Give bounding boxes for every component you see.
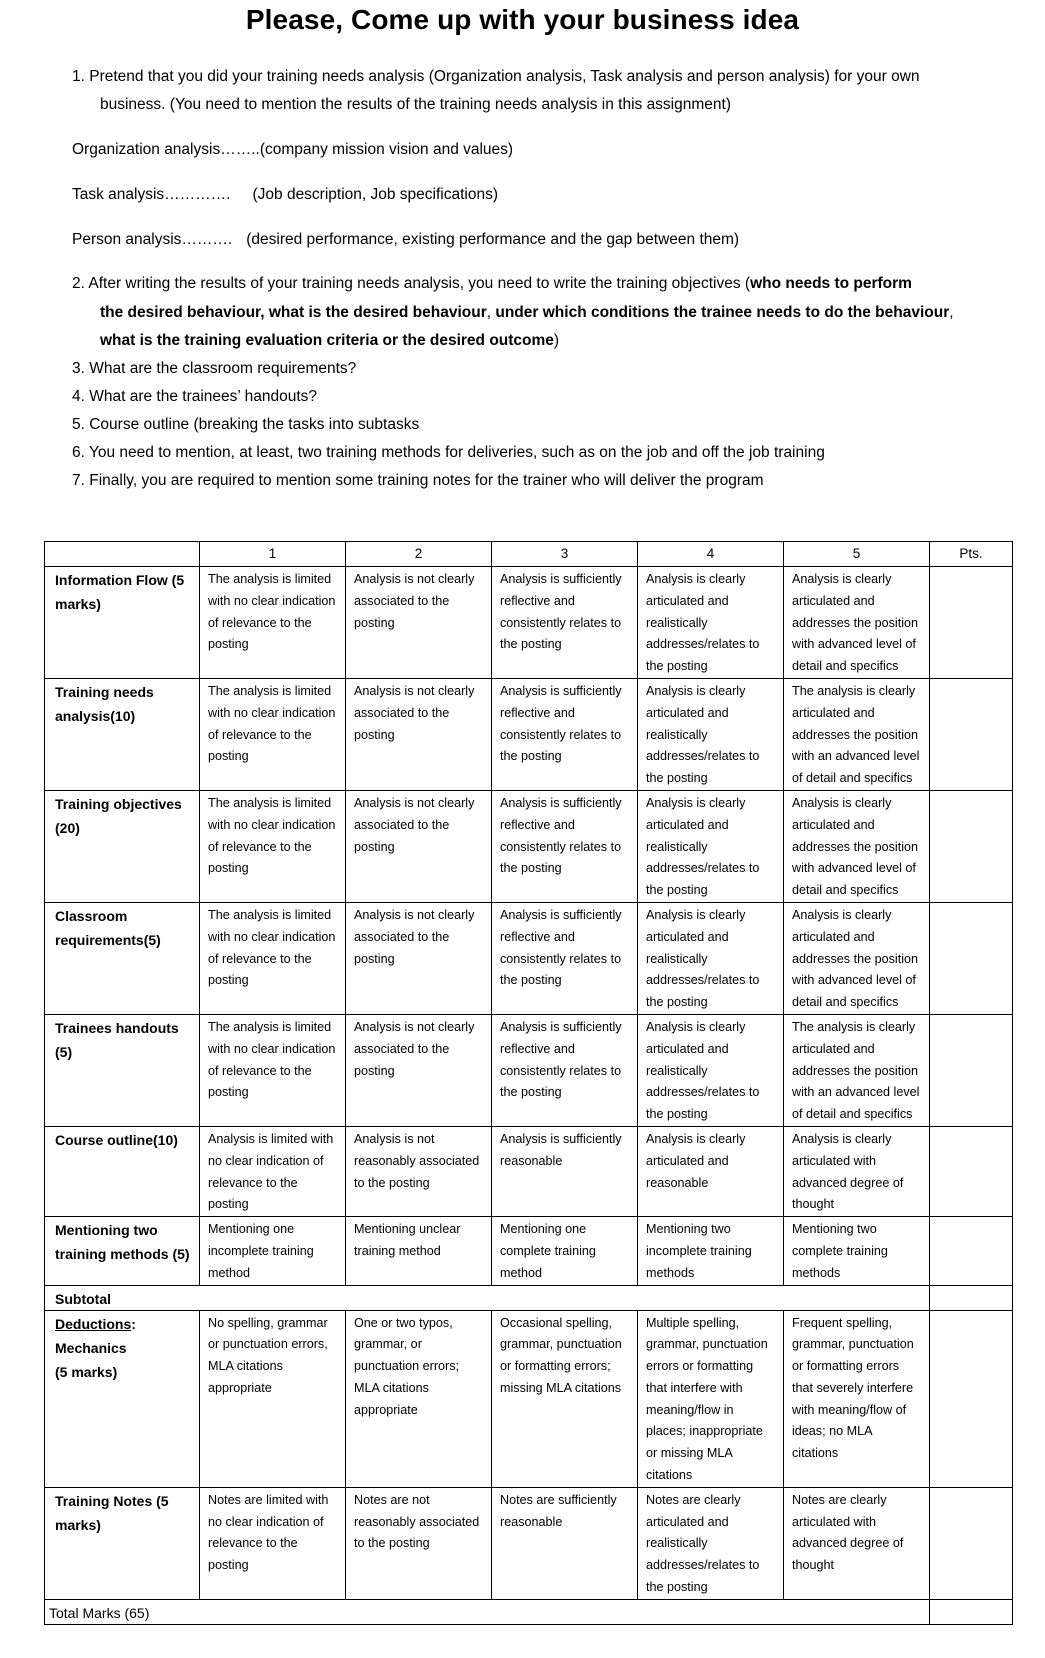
rubric-cell: The analysis is limited with no clear indication of relevance to the posting (200, 790, 346, 902)
instruction-item-2-line-3 (100, 332, 559, 350)
rubric-cell: Analysis is sufficiently reflective and consistently relates to the posting (492, 1014, 638, 1126)
rubric-cell: Notes are limited with no clear indication of relevance to the posting (200, 1487, 346, 1599)
criterion-label: Course outline(10) (45, 1126, 200, 1216)
header-score-1: 1 (200, 542, 346, 567)
rubric-cell: Analysis is clearly articulated and realistically addresses/relates to the posting (638, 567, 784, 679)
header-criterion (45, 542, 200, 567)
instruction-item-2-line-2 (100, 304, 954, 322)
instruction-item-3: 3. What are the classroom requirements? (72, 360, 357, 377)
deductions-label (45, 1310, 200, 1487)
points-cell[interactable] (930, 790, 1013, 902)
task-analysis-note: (Job description, Job specifications) (252, 186, 499, 203)
rubric-cell: Analysis is clearly articulated and realistically addresses/relates to the posting (638, 902, 784, 1014)
instruction-item-6: 6. You need to mention, at least, two training methods for deliveries, such as on the job and off the job training (72, 444, 825, 461)
criterion-label: Classroom requirements(5) (45, 902, 200, 1014)
deductions-heading: Deductions (55, 1315, 132, 1332)
criterion-label: Trainees handouts (5) (45, 1014, 200, 1126)
rubric-cell: Notes are clearly articulated with advanced degree of thought (784, 1487, 930, 1599)
page-title: Please, Come up with your business idea (245, 4, 800, 35)
instruction-item-1-line-1: 1. Pretend that you did your training needs analysis (Organization analysis, Task analysis and person analysis) for your own (72, 68, 920, 85)
person-analysis-note: (desired performance, existing performance and the gap between them) (246, 231, 740, 248)
rubric-cell: Analysis is not clearly associated to the posting (346, 567, 492, 679)
rubric-row-classroom-requirements (45, 902, 1013, 1014)
rubric-cell: Notes are sufficiently reasonable (492, 1487, 638, 1599)
rubric-cell: The analysis is clearly articulated and addresses the position with an advanced level of detail and specifics (784, 678, 930, 790)
header-score-2: 2 (346, 542, 492, 567)
deductions-marks: (5 marks) (55, 1363, 118, 1380)
rubric-cell: The analysis is limited with no clear indication of relevance to the posting (200, 567, 346, 679)
item-2-text: 2. After writing the results of your training needs analysis, you need to write the training objectives ( (72, 275, 751, 292)
rubric-cell: Frequent spelling, grammar, punctuation or formatting errors that severely interfere with meaning/flow of ideas; no MLA citations (784, 1310, 930, 1487)
item-2-bold-text: who needs to perform (750, 275, 912, 292)
item-2-text: , (949, 304, 954, 321)
criterion-label: Mentioning two training methods (5) (45, 1217, 200, 1285)
instruction-item-7: 7. Finally, you are required to mention some training notes for the trainer who will deliver the program (72, 472, 764, 489)
rubric-cell: Analysis is sufficiently reflective and consistently relates to the posting (492, 790, 638, 902)
rubric-row-training-needs-analysis (45, 678, 1013, 790)
rubric-row-course-outline (45, 1126, 1013, 1216)
instruction-item-4: 4. What are the trainees’ handouts? (72, 388, 317, 405)
criterion-label: Information Flow (5 marks) (45, 567, 200, 679)
rubric-cell: Mentioning two complete training methods (784, 1217, 930, 1285)
item-2-bold-text: the desired behaviour, what is the desired behaviour (100, 304, 487, 321)
instruction-item-1-line-2: business. (You need to mention the results of the training needs analysis in this assignment) (100, 96, 731, 113)
points-cell[interactable] (930, 678, 1013, 790)
rubric-row-training-notes (45, 1487, 1013, 1599)
task-analysis-label: Task analysis…………. (72, 186, 231, 203)
organization-analysis-line (72, 141, 513, 159)
deductions-colon: : (131, 1315, 136, 1332)
header-score-5: 5 (784, 542, 930, 567)
subtotal-points-cell[interactable] (930, 1285, 1013, 1310)
rubric-cell: Analysis is clearly articulated and reasonable (638, 1126, 784, 1216)
deductions-mechanics: Mechanics (55, 1339, 127, 1356)
points-cell[interactable] (930, 1126, 1013, 1216)
rubric-cell: Analysis is sufficiently reflective and consistently relates to the posting (492, 567, 638, 679)
total-marks-label: Total Marks (65) (45, 1599, 930, 1624)
rubric-cell: Analysis is clearly articulated and realistically addresses/relates to the posting (638, 790, 784, 902)
rubric-cell: Mentioning two incomplete training methods (638, 1217, 784, 1285)
rubric-cell: Analysis is limited with no clear indication of relevance to the posting (200, 1126, 346, 1216)
item-2-text: , (486, 304, 496, 321)
rubric-cell: Analysis is not clearly associated to the posting (346, 902, 492, 1014)
rubric-row-information-flow (45, 567, 1013, 679)
rubric-cell: Analysis is clearly articulated and addresses the position with advanced level of detail and specifics (784, 790, 930, 902)
rubric-row-trainees-handouts (45, 1014, 1013, 1126)
header-score-3: 3 (492, 542, 638, 567)
points-cell[interactable] (930, 1014, 1013, 1126)
instruction-item-5: 5. Course outline (breaking the tasks into subtasks (72, 416, 420, 433)
rubric-cell: Analysis is sufficiently reasonable (492, 1126, 638, 1216)
organization-analysis-label: Organization analysis…….. (72, 141, 260, 158)
rubric-cell: No spelling, grammar or punctuation errors, MLA citations appropriate (200, 1310, 346, 1487)
criterion-label: Training Notes (5 marks) (45, 1487, 200, 1599)
rubric-row-total (45, 1599, 1013, 1624)
rubric-cell: Occasional spelling, grammar, punctuation or formatting errors; missing MLA citations (492, 1310, 638, 1487)
rubric-cell: The analysis is clearly articulated and addresses the position with an advanced level of detail and specifics (784, 1014, 930, 1126)
rubric-header-row (45, 542, 1013, 567)
points-cell[interactable] (930, 1310, 1013, 1487)
rubric-cell: Multiple spelling, grammar, punctuation errors or formatting that interfere with meaning/flow in places; inappropriate or missing MLA citations (638, 1310, 784, 1487)
rubric-cell: The analysis is limited with no clear indication of relevance to the posting (200, 1014, 346, 1126)
rubric-cell: One or two typos, grammar, or punctuation errors; MLA citations appropriate (346, 1310, 492, 1487)
rubric-cell: Analysis is clearly articulated with advanced degree of thought (784, 1126, 930, 1216)
subtotal-label: Subtotal (45, 1285, 930, 1310)
header-score-4: 4 (638, 542, 784, 567)
total-points-cell[interactable] (930, 1599, 1013, 1624)
rubric-cell: Mentioning one incomplete training method (200, 1217, 346, 1285)
rubric-table (44, 541, 1013, 1625)
rubric-row-training-objectives (45, 790, 1013, 902)
rubric-cell: Mentioning one complete training method (492, 1217, 638, 1285)
points-cell[interactable] (930, 1217, 1013, 1285)
item-2-bold-text: what is the training evaluation criteria or the desired outcome (100, 332, 554, 349)
person-analysis-line (72, 231, 739, 249)
points-cell[interactable] (930, 567, 1013, 679)
person-analysis-label: Person analysis………. (72, 231, 233, 248)
item-2-text: ) (553, 332, 560, 349)
task-analysis-line (72, 186, 498, 204)
points-cell[interactable] (930, 902, 1013, 1014)
rubric-cell: Analysis is sufficiently reflective and consistently relates to the posting (492, 902, 638, 1014)
rubric-cell: Analysis is clearly articulated and realistically addresses/relates to the posting (638, 678, 784, 790)
instruction-item-2-line-1 (72, 275, 912, 293)
item-2-bold-text: under which conditions the trainee needs to do the behaviour (495, 304, 950, 321)
rubric-cell: Mentioning unclear training method (346, 1217, 492, 1285)
rubric-cell: Analysis is clearly articulated and realistically addresses/relates to the posting (638, 1014, 784, 1126)
rubric-cell: Analysis is clearly articulated and addresses the position with advanced level of detail and specifics (784, 567, 930, 679)
organization-analysis-note: (company mission vision and values) (259, 141, 514, 158)
rubric-cell: Notes are not reasonably associated to the posting (346, 1487, 492, 1599)
rubric-cell: The analysis is limited with no clear indication of relevance to the posting (200, 902, 346, 1014)
rubric-cell: Analysis is not clearly associated to the posting (346, 678, 492, 790)
criterion-label: Training objectives (20) (45, 790, 200, 902)
points-cell[interactable] (930, 1487, 1013, 1599)
rubric-cell: Analysis is not clearly associated to the posting (346, 1014, 492, 1126)
rubric-cell: Analysis is clearly articulated and addresses the position with advanced level of detail and specifics (784, 902, 930, 1014)
rubric-cell: The analysis is limited with no clear indication of relevance to the posting (200, 678, 346, 790)
rubric-cell: Notes are clearly articulated and realistically addresses/relates to the posting (638, 1487, 784, 1599)
rubric-cell: Analysis is not reasonably associated to the posting (346, 1126, 492, 1216)
rubric-cell: Analysis is sufficiently reflective and consistently relates to the posting (492, 678, 638, 790)
rubric-cell: Analysis is not clearly associated to the posting (346, 790, 492, 902)
rubric-row-deductions (45, 1310, 1013, 1487)
rubric-row-subtotal (45, 1285, 1013, 1310)
header-points: Pts. (930, 542, 1013, 567)
rubric-row-training-methods (45, 1217, 1013, 1285)
criterion-label: Training needs analysis(10) (45, 678, 200, 790)
